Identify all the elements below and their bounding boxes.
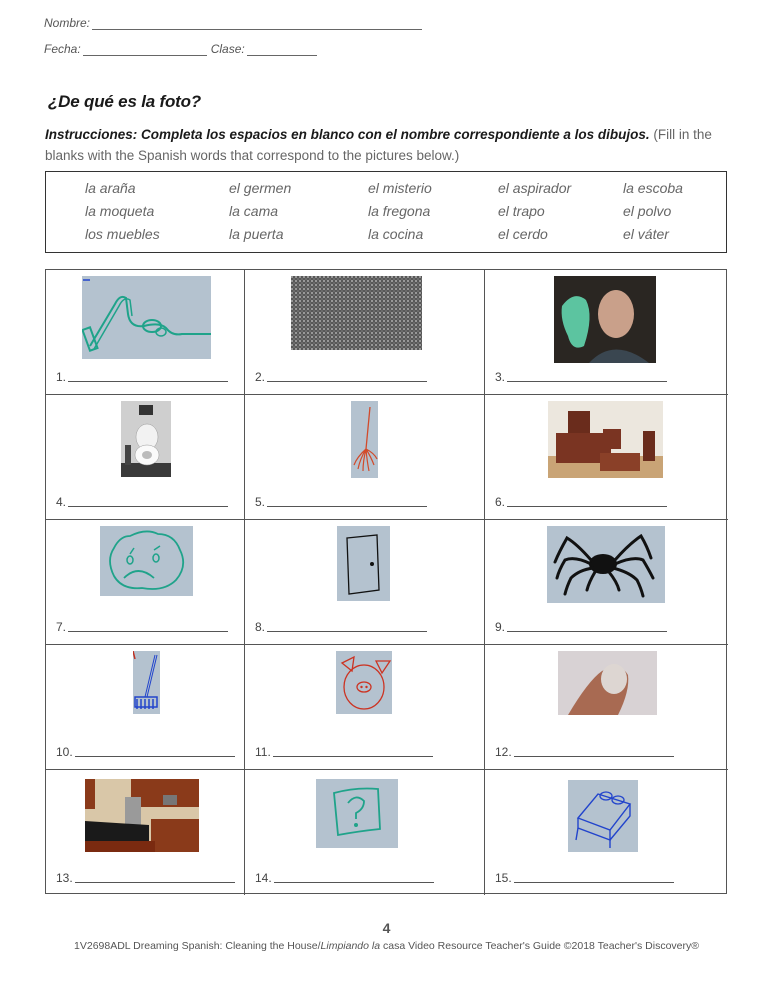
answer-blank-9[interactable] <box>507 631 667 632</box>
name-field-row <box>44 16 426 30</box>
word-bank-item: la cocina <box>368 226 424 242</box>
page-title: ¿De qué es la foto? <box>48 92 201 111</box>
item-number: 12. <box>495 745 512 759</box>
answer-blank-10[interactable] <box>75 756 235 757</box>
instructions-english: (Fill in the blanks with the Spanish words that correspond to the pictures below.) <box>45 127 712 163</box>
picture-grid <box>45 269 727 894</box>
item-number: 5. <box>255 495 266 509</box>
answer-6 <box>495 495 667 509</box>
answer-5 <box>255 495 427 509</box>
item-number: 14. <box>255 871 272 885</box>
answer-9 <box>495 620 667 634</box>
answer-10 <box>56 745 235 759</box>
answer-blank-15[interactable] <box>514 882 674 883</box>
instructions-spanish: Instrucciones: Completa los espacios en blanco con el nombre correspondiente a los dibujos. <box>45 127 650 142</box>
footer-text-start: 1V2698ADL Dreaming Spanish: Cleaning the House/ <box>74 940 321 952</box>
item-number: 9. <box>495 620 506 634</box>
mystery-question-drawing <box>316 779 398 848</box>
answer-blank-3[interactable] <box>507 381 667 382</box>
pig-drawing <box>336 651 392 714</box>
toilet-photo <box>121 401 171 477</box>
item-number: 11. <box>255 745 271 759</box>
grid-cell-2 <box>245 270 485 395</box>
answer-14 <box>255 871 434 885</box>
item-number: 8. <box>255 620 266 634</box>
grid-cell-11 <box>245 645 485 770</box>
date-input-line[interactable] <box>83 44 207 56</box>
grid-cell-8 <box>245 520 485 645</box>
broom-drawing <box>133 651 160 714</box>
answer-13 <box>56 871 235 885</box>
answer-blank-11[interactable] <box>273 756 433 757</box>
grid-cell-13 <box>46 770 245 895</box>
answer-blank-4[interactable] <box>68 506 228 507</box>
answer-2 <box>255 370 427 384</box>
word-bank-item: el polvo <box>623 203 672 219</box>
footer-text-end: casa Video Resource Teacher's Guide ©2018 Teacher's Discovery® <box>380 940 699 952</box>
answer-12 <box>495 745 674 759</box>
answer-8 <box>255 620 427 634</box>
answer-3 <box>495 370 667 384</box>
item-number: 15. <box>495 871 512 885</box>
date-class-row <box>44 42 321 56</box>
mop-drawing <box>351 401 378 478</box>
grid-cell-1 <box>46 270 245 395</box>
man-with-rag-photo <box>554 276 656 363</box>
grid-cell-14 <box>245 770 485 895</box>
grid-cell-9 <box>485 520 728 645</box>
word-bank-item: la moqueta <box>85 203 155 219</box>
word-bank-item: los muebles <box>85 226 160 242</box>
answer-blank-1[interactable] <box>68 381 228 382</box>
date-label: Fecha: <box>44 42 81 56</box>
bed-drawing <box>568 780 638 852</box>
item-number: 7. <box>56 620 67 634</box>
furniture-photo <box>548 401 663 478</box>
footer-credit <box>0 940 773 952</box>
grid-cell-3 <box>485 270 728 395</box>
item-number: 1. <box>56 370 67 384</box>
answer-15 <box>495 871 674 885</box>
answer-blank-12[interactable] <box>514 756 674 757</box>
answer-7 <box>56 620 228 634</box>
item-number: 4. <box>56 495 67 509</box>
word-bank-item: el váter <box>623 226 669 242</box>
name-label: Nombre: <box>44 16 91 30</box>
item-number: 13. <box>56 871 73 885</box>
name-input-line[interactable] <box>92 18 422 30</box>
answer-blank-8[interactable] <box>267 631 427 632</box>
answer-blank-6[interactable] <box>507 506 667 507</box>
word-bank-item: el misterio <box>368 180 432 196</box>
class-input-line[interactable] <box>247 44 317 56</box>
answer-4 <box>56 495 228 509</box>
grid-cell-10 <box>46 645 245 770</box>
item-number: 6. <box>495 495 506 509</box>
word-bank-item: la escoba <box>623 180 683 196</box>
answer-11 <box>255 745 433 759</box>
grid-cell-15 <box>485 770 728 895</box>
door-drawing <box>337 526 390 601</box>
answer-blank-5[interactable] <box>267 506 427 507</box>
grid-cell-5 <box>245 395 485 520</box>
grid-cell-6 <box>485 395 728 520</box>
vacuum-cleaner-drawing <box>82 276 211 359</box>
grid-cell-4 <box>46 395 245 520</box>
carpet-photo <box>291 276 422 350</box>
word-bank-item: la cama <box>229 203 279 219</box>
answer-blank-2[interactable] <box>267 381 427 382</box>
answer-1 <box>56 370 228 384</box>
footer-text-italic: Limpiando la <box>320 940 381 952</box>
word-bank <box>45 171 727 253</box>
word-bank-item: la araña <box>85 180 136 196</box>
answer-blank-7[interactable] <box>68 631 228 632</box>
item-number: 2. <box>255 370 266 384</box>
item-number: 10. <box>56 745 73 759</box>
grid-cell-12 <box>485 645 728 770</box>
word-bank-item: el germen <box>229 180 292 196</box>
kitchen-photo <box>85 779 199 852</box>
instructions <box>45 124 735 166</box>
answer-blank-14[interactable] <box>274 882 434 883</box>
word-bank-item: la puerta <box>229 226 284 242</box>
word-bank-item: la fregona <box>368 203 431 219</box>
class-label: Clase: <box>210 42 245 56</box>
item-number: 3. <box>495 370 506 384</box>
spider-drawing <box>547 526 665 603</box>
angry-germ-drawing <box>100 526 193 596</box>
word-bank-item: el cerdo <box>498 226 548 242</box>
page-number: 4 <box>382 920 391 936</box>
word-bank-item: el aspirador <box>498 180 572 196</box>
word-bank-item: el trapo <box>498 203 545 219</box>
dust-on-finger-photo <box>558 651 657 715</box>
grid-cell-7 <box>46 520 245 645</box>
answer-blank-13[interactable] <box>75 882 235 883</box>
